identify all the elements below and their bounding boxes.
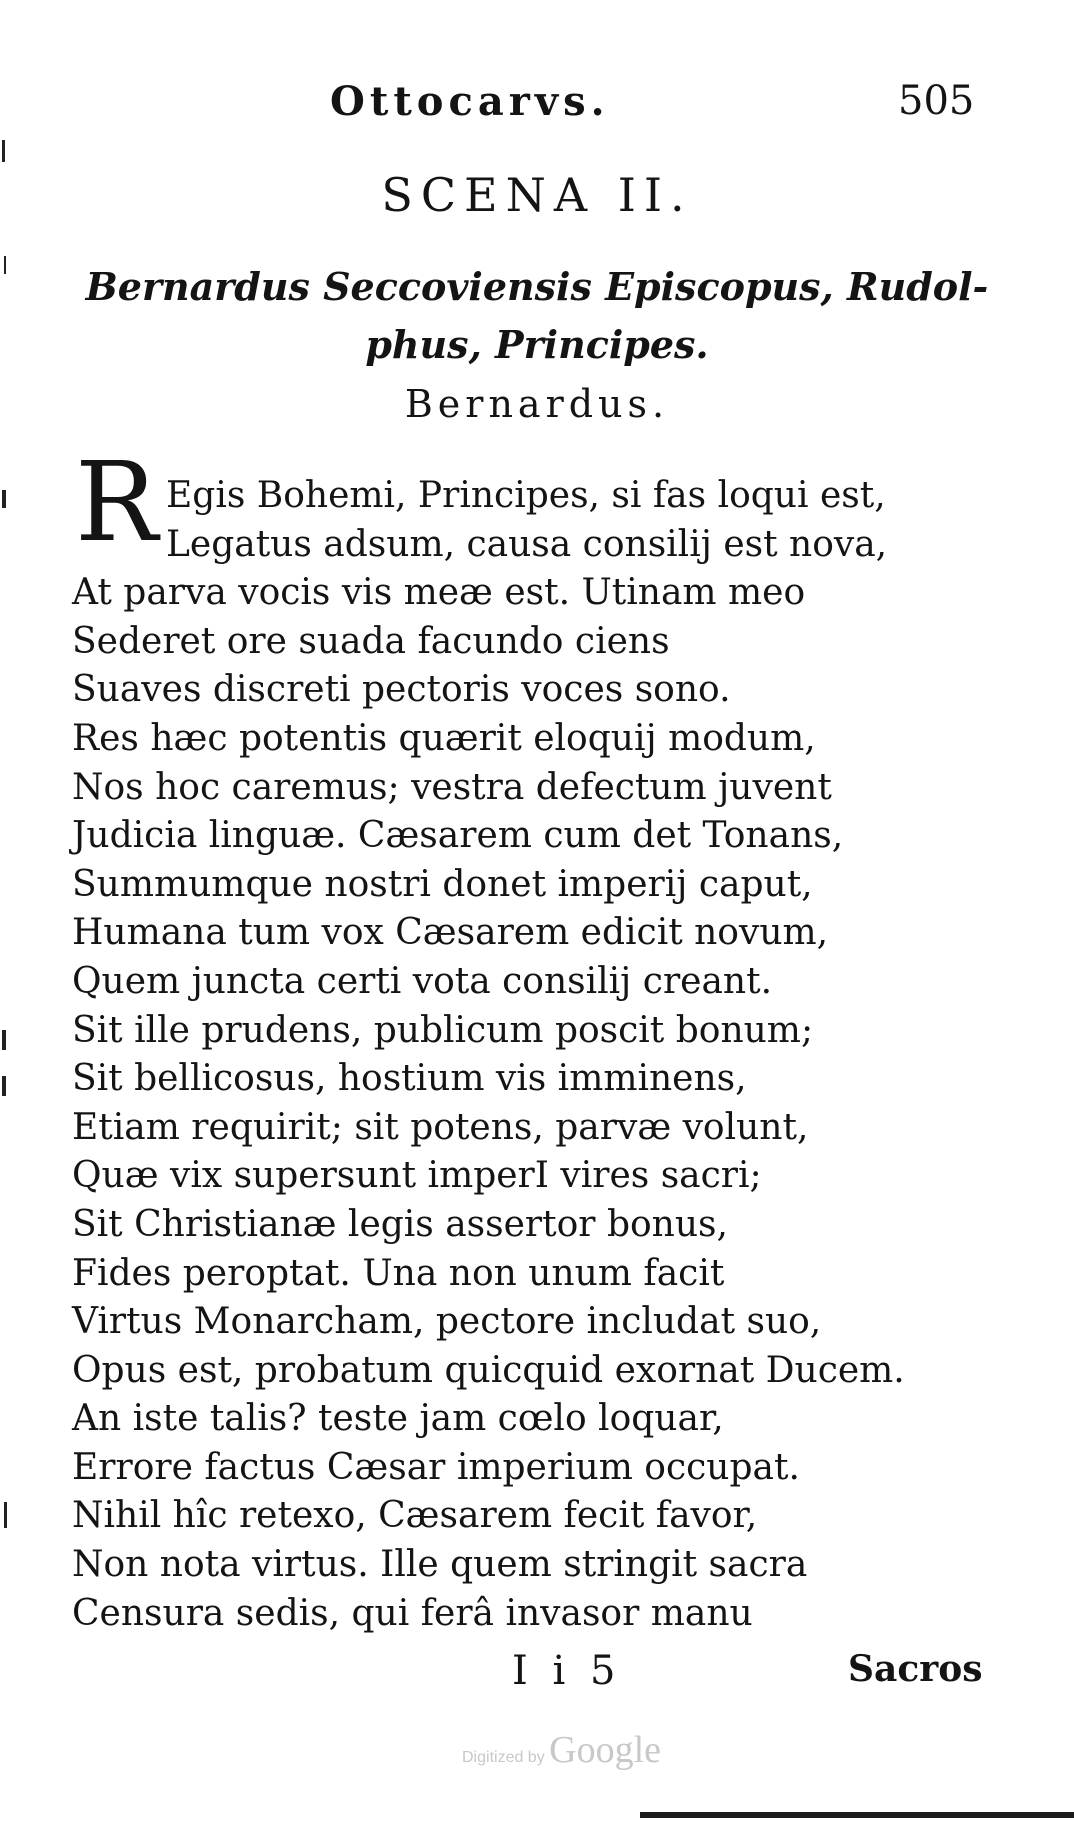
- verse-line: Summumque nostri donet imperij caput,: [72, 863, 813, 905]
- cast-list: [0, 258, 1074, 374]
- verse-line: Nihil hîc retexo, Cæsarem fecit favor,: [72, 1495, 758, 1537]
- verse-line: Sit Christianæ legis assertor bonus,: [72, 1203, 728, 1245]
- verse-line: Sit bellicosus, hostium vis imminens,: [72, 1058, 747, 1100]
- verse-line: Suaves discreti pectoris voces sono.: [72, 669, 731, 711]
- scan-artifact: [2, 490, 6, 508]
- verse-line: An iste talis? teste jam cœlo loquar,: [72, 1398, 724, 1440]
- page-number: 505: [898, 78, 975, 124]
- scan-artifact: [4, 1502, 7, 1528]
- verse-line: Censura sedis, qui ferâ invasor manu: [72, 1592, 753, 1634]
- verse-line: Etiam requirit; sit potens, parvæ volunt,: [72, 1106, 809, 1148]
- drop-cap: R: [75, 438, 158, 566]
- verse-line: Humana tum vox Cæsarem edicit novum,: [72, 912, 829, 954]
- scan-bottom-edge: [640, 1812, 1074, 1818]
- verse-line: Virtus Monarcham, pectore includat suo,: [72, 1301, 822, 1343]
- cast-line-2: phus, Principes.: [365, 322, 709, 367]
- scene-title: SCENA II.: [381, 168, 693, 222]
- verse-line: At parva vocis vis meæ est. Utinam meo: [72, 572, 806, 614]
- running-head: Ottocarvs.: [330, 78, 610, 125]
- watermark-logo-text: Google: [549, 1729, 662, 1771]
- verse-line: Nos hoc caremus; vestra defectum juvent: [72, 766, 832, 808]
- verse-block: [72, 472, 905, 1638]
- verse-line: Quem juncta certi vota consilij creant.: [72, 960, 773, 1002]
- verse-line: Res hæc potentis quærit eloquij modum,: [72, 717, 816, 759]
- verse-line: Sederet ore suada facundo ciens: [72, 620, 670, 662]
- digitization-watermark: [462, 1728, 661, 1772]
- watermark-prefix: Digitized by: [462, 1749, 545, 1766]
- scan-artifact: [2, 1076, 6, 1096]
- verse-line: Fides peroptat. Una non unum facit: [72, 1252, 725, 1294]
- signature-mark: I i 5: [512, 1648, 622, 1694]
- verse-line: Judicia linguæ. Cæsarem cum det Tonans,: [72, 815, 844, 857]
- speaker-name: Bernardus.: [404, 382, 670, 426]
- scan-artifact: [2, 140, 5, 162]
- verse-line: Opus est, probatum quicquid exornat Ducem.: [72, 1349, 905, 1391]
- verse-line: Legatus adsum, causa consilij est nova,: [166, 523, 888, 565]
- scan-artifact: [2, 1030, 6, 1050]
- verse-line: Quæ vix supersunt imperI vires sacri;: [72, 1155, 762, 1197]
- cast-line-1: Bernardus Seccoviensis Episcopus, Rudol-: [85, 264, 989, 309]
- verse-line: Errore factus Cæsar imperium occupat.: [72, 1446, 800, 1488]
- verse-line: Egis Bohemi, Principes, si fas loqui est,: [166, 475, 886, 516]
- verse-line: Sit ille prudens, publicum poscit bonum;: [72, 1009, 814, 1051]
- scan-artifact: [4, 256, 6, 274]
- catchword: Sacros: [848, 1648, 983, 1690]
- verse-line: Non nota virtus. Ille quem stringit sacra: [72, 1544, 808, 1586]
